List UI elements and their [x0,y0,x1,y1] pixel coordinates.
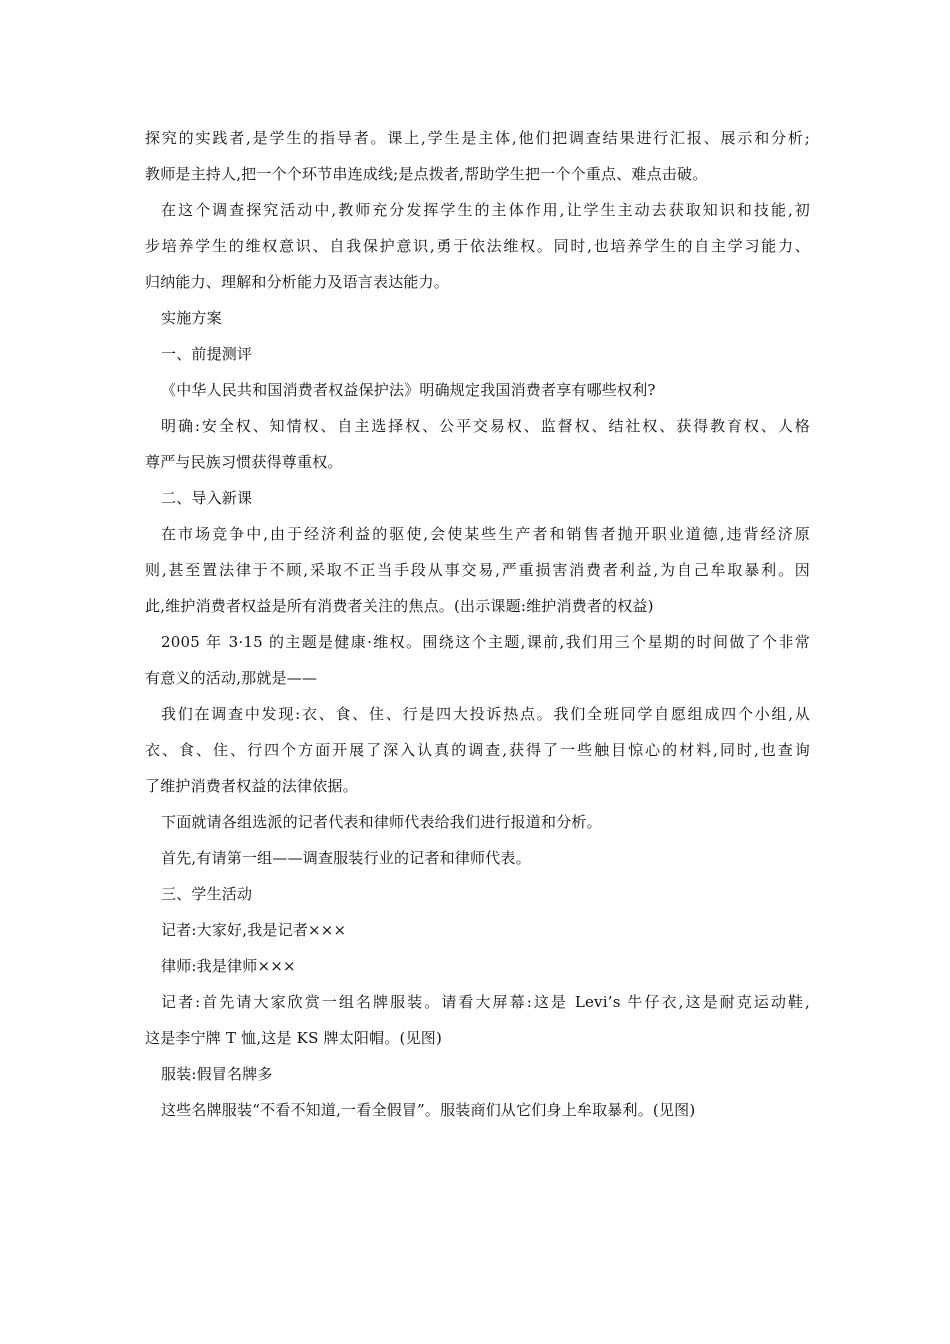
text-line: 实施方案 [161,309,222,327]
document-body [145,120,810,1128]
text-line: 此,维护消费者权益是所有消费者关注的焦点。(出示课题:维护消费者的权益) [145,597,654,615]
text-line: 有意义的活动,那就是—— [145,669,318,687]
text-line: 这些名牌服装“不看不知道,一看全假冒”。服装商们从它们身上牟取暴利。(见图) [161,1101,696,1119]
text-line: 记者:大家好,我是记者××× [161,921,347,939]
text-line: 则,甚至置法律于不顾,采取不正当手段从事交易,严重损害消费者利益,为自己牟取暴利。因 [145,561,810,579]
text-line: 尊严与民族习惯获得尊重权。 [145,453,343,471]
text-line: 2005 年 3·15 的主题是健康·维权。围绕这个主题,课前,我们用三个星期的时间做了个非常 [161,633,810,651]
text-line: 教师是主持人,把一个个环节串连成线;是点拨者,帮助学生把一个个重点、难点击破。 [145,165,708,183]
text-line: 归纳能力、理解和分析能力及语言表达能力。 [145,273,450,291]
text-line: 我们在调查中发现:衣、食、住、行是四大投诉热点。我们全班同学自愿组成四个小组,从 [161,705,810,723]
text-line: 记者:首先请大家欣赏一组名牌服装。请看大屏幕:这是 Levi’s 牛仔衣,这是耐克运动鞋, [161,993,810,1011]
text-line: 《中华人民共和国消费者权益保护法》明确规定我国消费者享有哪些权利? [161,381,656,399]
text-line: 这是李宁牌 T 恤,这是 KS 牌太阳帽。(见图) [145,1029,443,1047]
text-line: 律师:我是律师××× [161,957,296,975]
text-line: 二、导入新课 [161,489,253,507]
text-line: 服装:假冒名牌多 [161,1065,273,1083]
text-line: 明确:安全权、知情权、自主选择权、公平交易权、监督权、结社权、获得教育权、人格 [161,417,810,435]
text-line: 在这个调查探究活动中,教师充分发挥学生的主体作用,让学生主动去获取知识和技能,初 [161,201,810,219]
text-line: 下面就请各组选派的记者代表和律师代表给我们进行报道和分析。 [161,813,602,831]
text-line: 衣、食、住、行四个方面开展了深入认真的调查,获得了一些触目惊心的材料,同时,也查询 [145,741,810,759]
text-line: 步培养学生的维权意识、自我保护意识,勇于依法维权。同时,也培养学生的自主学习能力、 [145,237,810,255]
text-line: 首先,有请第一组——调查服装行业的记者和律师代表。 [161,849,531,867]
text-line: 探究的实践者,是学生的指导者。课上,学生是主体,他们把调查结果进行汇报、展示和分析; [145,129,810,147]
text-line: 三、学生活动 [161,885,253,903]
text-line: 一、前提测评 [161,345,253,363]
text-line: 了维护消费者权益的法律依据。 [145,777,358,795]
text-line: 在市场竞争中,由于经济利益的驱使,会使某些生产者和销售者抛开职业道德,违背经济原 [161,525,810,543]
